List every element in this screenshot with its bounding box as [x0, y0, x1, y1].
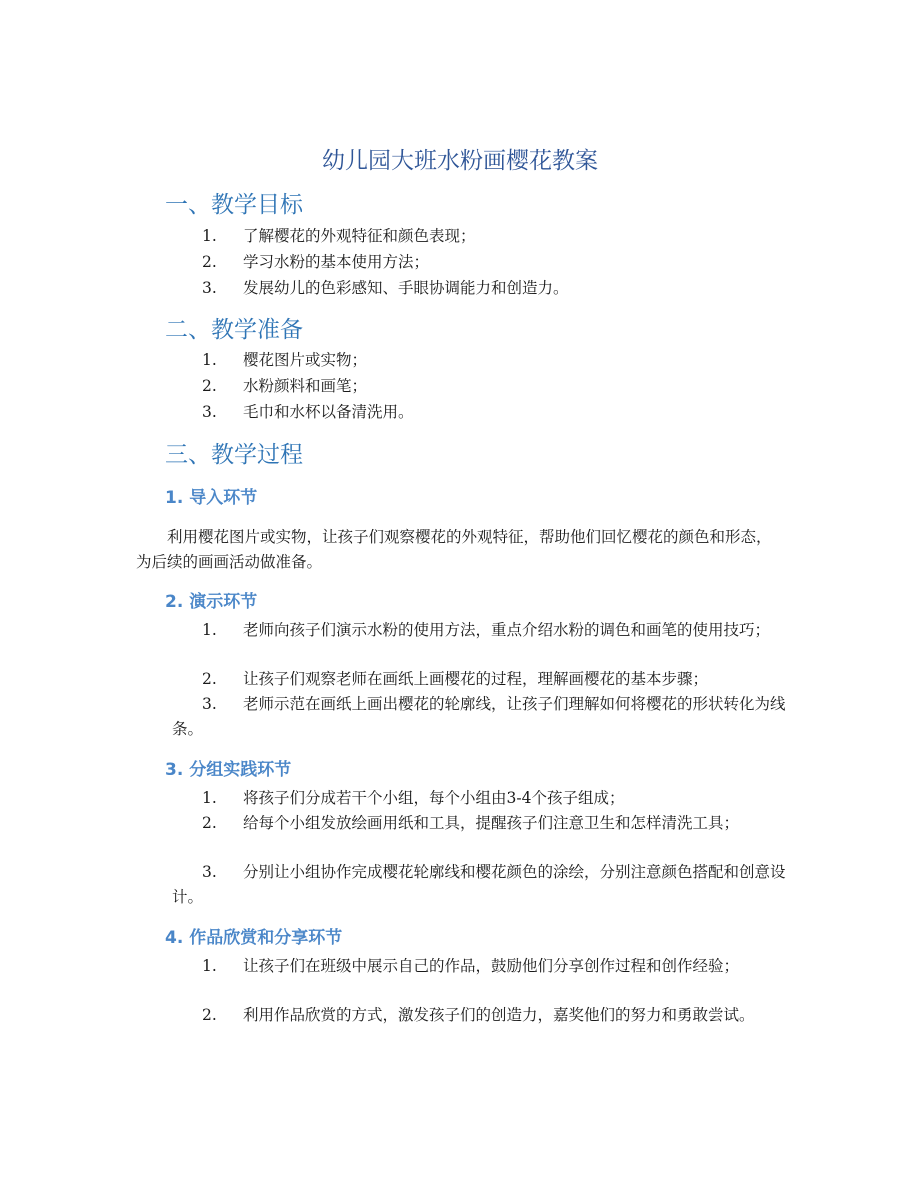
- demo-item-3: 3. 老师示范在画纸上画出樱花的轮廓线，让孩子们理解如何将樱花的形状转化为线条。: [172, 695, 786, 738]
- subsection-heading-appreciation: 4. 作品欣赏和分享环节: [165, 928, 343, 948]
- subsection-heading-intro: 1. 导入环节: [165, 488, 258, 508]
- practice-item-2: 2. 给每个小组发放绘画用纸和工具，提醒孩子们注意卫生和怎样清洗工具；: [202, 814, 740, 832]
- section-heading-objectives: 一、教学目标: [165, 192, 303, 218]
- practice-item-3: 3. 分别让小组协作完成樱花轮廓线和樱花颜色的涂绘，分别注意颜色搭配和创意设计。: [172, 863, 786, 906]
- section-heading-process: 三、教学过程: [165, 442, 303, 468]
- demo-item-2: 2. 让孩子们观察老师在画纸上画樱花的过程，理解画樱花的基本步骤；: [202, 670, 709, 688]
- document-title: 幼儿园大班水粉画樱花教案: [322, 148, 598, 174]
- practice-item-1: 1. 将孩子们分成若干个小组，每个小组由3-4个孩子组成；: [202, 789, 625, 807]
- document-page: 幼儿园大班水粉画樱花教案 一、教学目标 1. 了解樱花的外观特征和颜色表现； 2. 学习水粉的基本使用方法； 3. 发展幼儿的色彩感知、手眼协调能力和创造力。 二、教学准备 1. 樱花图片或实物； 2. 水粉颜料和画笔； 3. 毛巾和水杯以备清洗用。 三、教学过程 1. 导入环节 利用樱花图片或实物，让孩子们观察樱花的外观特征，帮助他们回忆樱花的颜色和形态，为后续的画画活动做准备。 2. 演示环节 1. 老师向孩子们演示水粉的使用方法，重点介绍水粉的调色和画笔的使用技巧； 2. 让孩子们观察老师在画纸上画樱花的过程，理解画樱花的基本步骤； 3. 老师示范在画纸上画出樱花的轮廓线，让孩子们理解如何将樱花的形状转化为线条。 3. 分组实践环节 1. 将孩子们分成若干个小组，每个小组由3-4个孩子组成； 2. 给每个小组发放绘画用纸和工具，提醒孩子们注意卫生和怎样清洗工具； 3. 分别让小组协作完成樱花轮廓线和樱花颜色的涂绘，分别注意颜色搭配和创意设计。 4. 作品欣赏和分享环节 1. 让孩子们在班级中展示自己的作品，鼓励他们分享创作过程和创作经验； 2. 利用作品欣赏的方式，激发孩子们的创造力，嘉奖他们的努力和勇敢尝试。: [0, 0, 920, 1191]
- subsection-heading-demo: 2. 演示环节: [165, 592, 258, 612]
- section-heading-preparation: 二、教学准备: [165, 317, 303, 343]
- intro-paragraph: 利用樱花图片或实物，让孩子们观察樱花的外观特征，帮助他们回忆樱花的颜色和形态，为后续的画画活动做准备。: [136, 528, 772, 571]
- appreciation-item-1: 1. 让孩子们在班级中展示自己的作品，鼓励他们分享创作过程和创作经验；: [202, 957, 740, 975]
- appreciation-item-2: 2. 利用作品欣赏的方式，激发孩子们的创造力，嘉奖他们的努力和勇敢尝试。: [202, 1006, 755, 1024]
- demo-item-1: 1. 老师向孩子们演示水粉的使用方法，重点介绍水粉的调色和画笔的使用技巧；: [202, 621, 771, 639]
- subsection-heading-practice: 3. 分组实践环节: [165, 760, 292, 780]
